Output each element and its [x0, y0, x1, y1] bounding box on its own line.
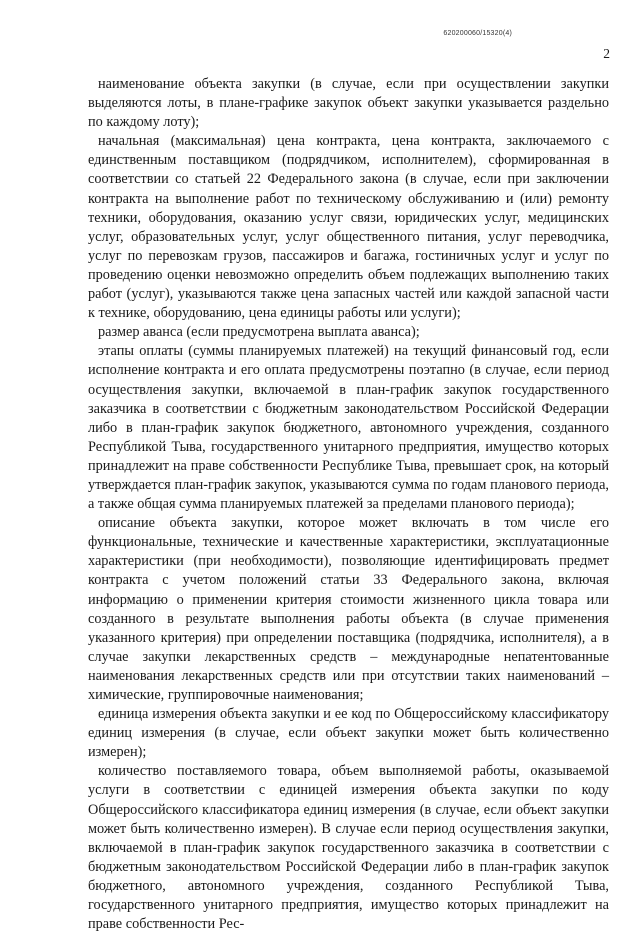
paragraph-advance-size: размер аванса (если предусмотрена выплата аванса);	[98, 324, 420, 341]
document-id: 620200060/15320(4)	[443, 30, 512, 37]
document-body	[88, 75, 609, 934]
paragraph-procurement-object: наименование объекта закупки (в случае, если при осуществлении закупки выделяются лоты, в плане-графике закупок объект закупки указывается раздельно по каждому лоту);	[88, 76, 609, 131]
paragraph-initial-price: начальная (максимальная) цена контракта, цена контракта, заключаемого с единственным поставщиком (подрядчиком, исполнителем), сформированная в соответствии со статьей 22 Федерального закона (в случае, если при заключении контракта на выполнение работ по техническому обслуживанию и (или) ремонту техники, оборудования, оказанию услуг связи, юридических услуг, медицинских услуг, образовательных услуг, услуг общественного питания, услуг переводчика, услуг по перевозкам грузов, пассажиров и багажа, гостиничных услуг и услуг по проведению оценки невозможно определить объем подлежащих выполнению таких работ (услуг), указываются также цена запасных частей или каждой запасной части к технике, оборудованию, цена единицы работы или услуги);	[88, 133, 609, 322]
paragraph-unit-of-measure: единица измерения объекта закупки и ее код по Общероссийскому классификатору единиц измерения (в случае, если объект закупки может быть количественно измерен);	[88, 706, 609, 761]
page-number: 2	[603, 46, 610, 61]
paragraph-payment-stages: этапы оплаты (суммы планируемых платежей) на текущий финансовый год, если исполнение контракта и его оплата предусмотрены поэтапно (в случае, если период осуществления закупки, включаемой в план-график закупок государственного заказчика в соответствии с бюджетным законодательством Российской Федерации либо в план-график закупок бюджетного, автономного учреждения, созданного Республикой Тыва, государственного унитарного предприятия, имущество которых принадлежит на праве собственности Республике Тыва, превышает срок, на который утверждается план-график закупок, указываются сумма по годам планового периода, а также общая сумма планируемых платежей за пределами планового периода);	[88, 343, 609, 513]
paragraph-object-description: описание объекта закупки, которое может включать в том числе его функциональные, технические и качественные характеристики, эксплуатационные характеристики (при необходимости), позволяющие идентифицировать предмет контракта с учетом положений статьи 33 Федерального закона, включая информацию о применении критерия стоимости жизненного цикла товара или созданного в результате выполнения работы объекта (в случае применения указанного критерия) при определении поставщика (подрядчика, исполнителя), а в случае закупки лекарственных средств – международные непатентованные наименования лекарственных средств или при отсутствии таких наименований – химические, группировочные наименования;	[88, 515, 609, 703]
paragraph-quantity: количество поставляемого товара, объем выполняемой работы, оказываемой услуги в соответствии с единицей измерения объекта закупки по коду Общероссийского классификатора единиц измерения (в случае, если объект закупки может быть количественно измерен). В случае если период осуществления закупки, включаемой в план-график закупок государственного заказчика в соответствии с бюджетным законодательством Российской Федерации либо в план-график закупок бюджетного, автономного учреждения, созданного Республикой Тыва, государственного унитарного предприятия, имущество которых принадлежит на праве собственности Рес-	[88, 763, 609, 933]
